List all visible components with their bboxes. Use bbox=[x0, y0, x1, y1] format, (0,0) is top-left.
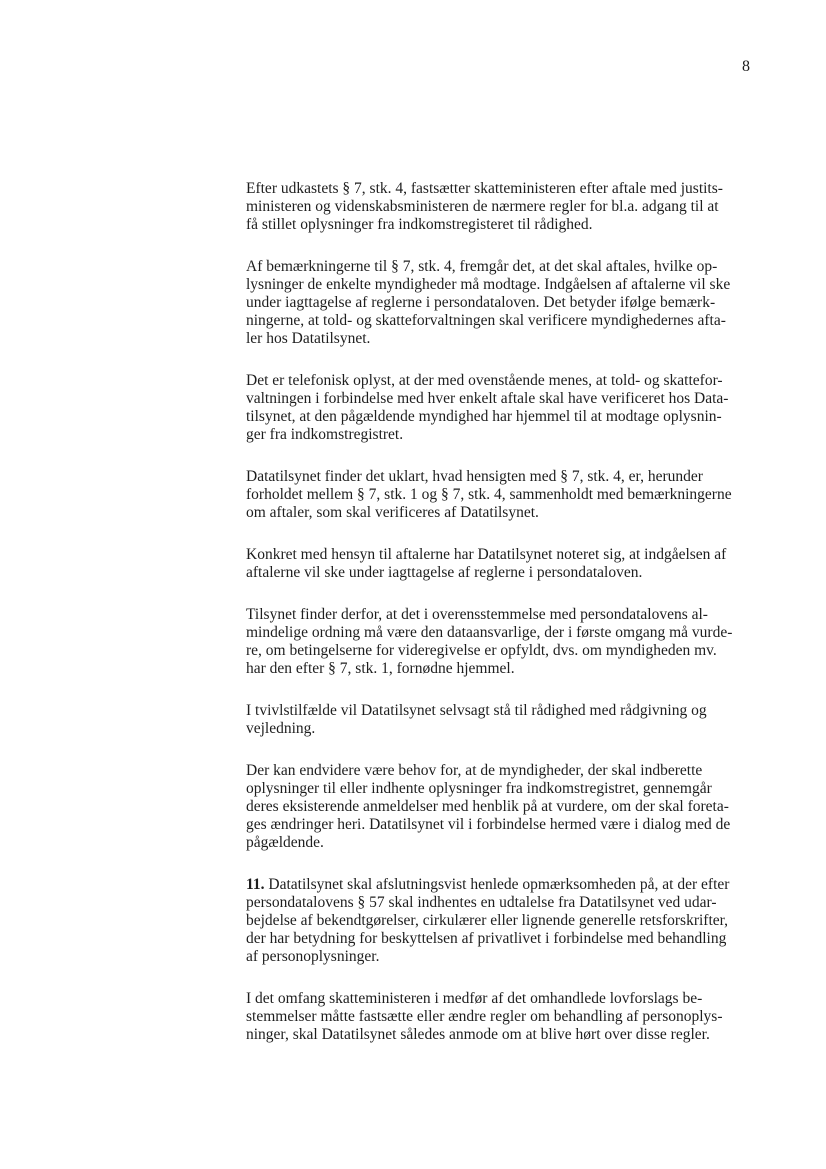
text-line: Tilsynet finder derfor, at det i overensstemmelse med persondatalovens al- bbox=[246, 606, 708, 623]
text-line: deres eksisterende anmeldelser med henblik på at vurdere, om der skal foreta- bbox=[246, 798, 729, 815]
text-line: få stillet oplysninger fra indkomstregisteret til rådighed. bbox=[246, 216, 593, 233]
text-line: ges ændringer heri. Datatilsynet vil i forbindelse hermed være i dialog med de bbox=[246, 816, 731, 833]
text-line: I det omfang skatteministeren i medfør af det omhandlede lovforslags be- bbox=[246, 990, 703, 1007]
body-text bbox=[246, 180, 756, 1068]
text-line: Datatilsynet finder det uklart, hvad hensigten med § 7, stk. 4, er, herunder bbox=[246, 468, 703, 485]
text-line: persondatalovens § 57 skal indhentes en udtalelse fra Datatilsynet ved udar- bbox=[246, 894, 717, 911]
text-line: valtningen i forbindelse med hver enkelt aftale skal have verificeret hos Data- bbox=[246, 390, 729, 407]
text-line: Konkret med hensyn til aftalerne har Datatilsynet noteret sig, at indgåelsen af bbox=[246, 546, 727, 563]
paragraph bbox=[246, 702, 756, 738]
text-line: ningerne, at told- og skatteforvaltningen skal verificere myndighedernes afta- bbox=[246, 312, 726, 329]
text-line: ninger, skal Datatilsynet således anmode om at blive hørt over disse regler. bbox=[246, 1026, 710, 1043]
text-line: ger fra indkomstregistret. bbox=[246, 426, 404, 443]
paragraph bbox=[246, 876, 756, 966]
section-number: 11. bbox=[246, 876, 265, 893]
paragraph bbox=[246, 606, 756, 678]
text-line: mindelige ordning må være den dataansvarlige, der i første omgang må vurde- bbox=[246, 624, 733, 641]
text-line: Det er telefonisk oplyst, at der med ovenstående menes, at told- og skattefor- bbox=[246, 372, 723, 389]
text-line: Efter udkastets § 7, stk. 4, fastsætter skatteministeren efter aftale med justits- bbox=[246, 180, 723, 197]
text-line: I tvivlstilfælde vil Datatilsynet selvsagt stå til rådighed med rådgivning og bbox=[246, 702, 707, 719]
text-line-content: Datatilsynet skal afslutningsvist henlede opmærksomheden på, at der efter bbox=[264, 876, 730, 893]
text-line: ler hos Datatilsynet. bbox=[246, 330, 371, 347]
text-line: der har betydning for beskyttelsen af privatlivet i forbindelse med behandling bbox=[246, 930, 727, 947]
paragraph bbox=[246, 546, 756, 582]
text-line: aftalerne vil ske under iagttagelse af reglerne i persondataloven. bbox=[246, 564, 643, 581]
page-number: 8 bbox=[742, 58, 750, 75]
text-line bbox=[246, 876, 756, 894]
paragraph bbox=[246, 180, 756, 234]
text-line: oplysninger til eller indhente oplysninger fra indkomstregistret, gennemgår bbox=[246, 780, 712, 797]
text-line: Der kan endvidere være behov for, at de myndigheder, der skal indberette bbox=[246, 762, 703, 779]
text-line: lysninger de enkelte myndigheder må modtage. Indgåelsen af aftalerne vil ske bbox=[246, 276, 731, 293]
text-line: om aftaler, som skal verificeres af Datatilsynet. bbox=[246, 504, 539, 521]
paragraph bbox=[246, 468, 756, 522]
text-line: re, om betingelserne for videregivelse er opfyldt, dvs. om myndigheden mv. bbox=[246, 642, 717, 659]
paragraph bbox=[246, 762, 756, 852]
text-line: Af bemærkningerne til § 7, stk. 4, fremgår det, at det skal aftales, hvilke op- bbox=[246, 258, 718, 275]
text-line: vejledning. bbox=[246, 720, 316, 737]
text-line: bejdelse af bekendtgørelser, cirkulærer eller lignende generelle retsforskrifter, bbox=[246, 912, 729, 929]
text-line: pågældende. bbox=[246, 834, 324, 851]
text-line: stemmelser måtte fastsætte eller ændre regler om behandling af personoplys- bbox=[246, 1008, 723, 1025]
text-line: under iagttagelse af reglerne i persondataloven. Det betyder ifølge bemærk- bbox=[246, 294, 716, 311]
text-line: ministeren og videnskabsministeren de nærmere regler for bl.a. adgang til at bbox=[246, 198, 719, 215]
paragraph bbox=[246, 372, 756, 444]
text-line: forholdet mellem § 7, stk. 1 og § 7, stk. 4, sammenholdt med bemærkningerne bbox=[246, 486, 732, 503]
text-line: har den efter § 7, stk. 1, fornødne hjemmel. bbox=[246, 660, 515, 677]
text-line: tilsynet, at den pågældende myndighed har hjemmel til at modtage oplysnin- bbox=[246, 408, 722, 425]
paragraph bbox=[246, 990, 756, 1044]
paragraph bbox=[246, 258, 756, 348]
text-line: af personoplysninger. bbox=[246, 948, 380, 965]
